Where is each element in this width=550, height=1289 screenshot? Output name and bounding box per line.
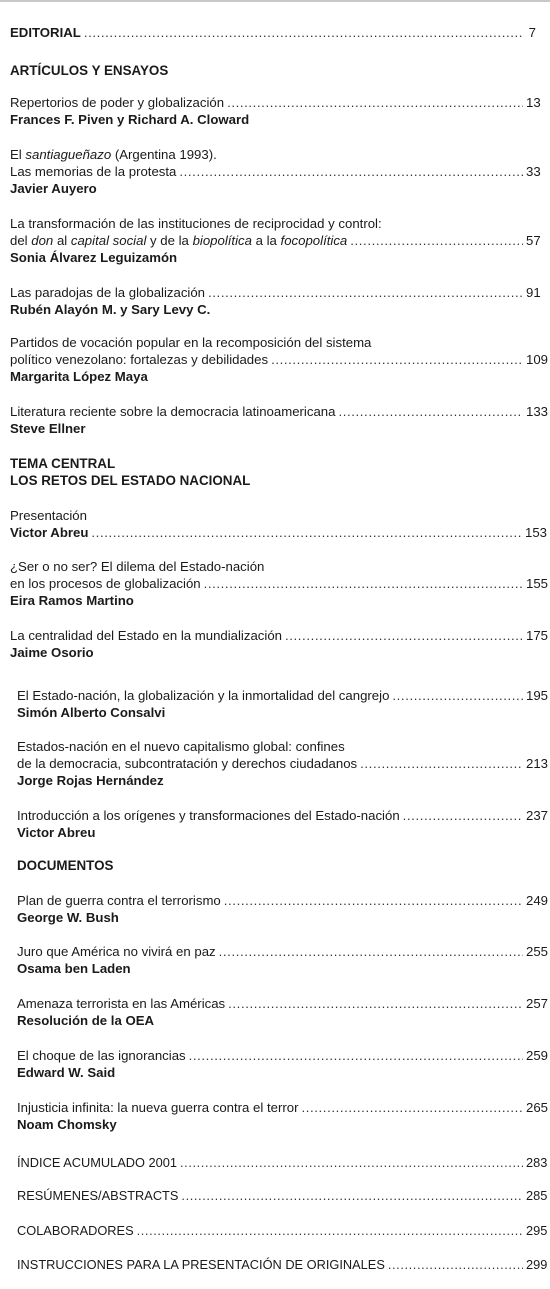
entry-title: ÍNDICE ACUMULADO 2001 (17, 1155, 178, 1170)
entry-author: Jorge Rojas Hernández (17, 773, 164, 788)
entry-title: COLABORADORES (17, 1223, 134, 1238)
toc-entry-editorial[interactable] (10, 24, 536, 41)
entry-title-line: Partidos de vocación popular en la recomposición del sistema (10, 335, 372, 350)
page-number: 153 (525, 525, 548, 540)
page-number: 299 (526, 1257, 548, 1272)
page-number: 155 (526, 576, 549, 591)
section-heading-line: TEMA CENTRAL (10, 456, 116, 471)
entry-title: Injusticia infinita: la nueva guerra contra el terror (17, 1100, 299, 1115)
entry-title: político venezolano: fortalezas y debilidades (10, 352, 269, 367)
toc-entry-back-matter[interactable] (17, 1154, 548, 1171)
page-number: 13 (526, 95, 541, 110)
toc-entry[interactable] (10, 627, 549, 661)
entry-author: Javier Auyero (10, 181, 97, 196)
toc-entry[interactable] (10, 146, 541, 197)
toc-entry[interactable] (10, 403, 549, 437)
dot-leader (180, 1154, 523, 1171)
dot-leader (228, 995, 523, 1012)
toc-entry[interactable] (17, 995, 549, 1029)
entry-title-part: El (10, 147, 26, 162)
toc-entry[interactable] (10, 507, 548, 541)
toc-entry[interactable] (17, 738, 549, 789)
toc-entry[interactable] (17, 943, 549, 977)
dot-leader (208, 284, 523, 301)
page-number: 213 (526, 756, 549, 771)
entry-title: El choque de las ignorancias (17, 1048, 186, 1063)
entry-author: Simón Alberto Consalvi (17, 705, 166, 720)
entry-title: de la democracia, subcontratación y derechos ciudadanos (17, 756, 358, 771)
entry-author: Margarita López Maya (10, 369, 148, 384)
page-number: 33 (526, 164, 541, 179)
page-number: 255 (526, 944, 549, 959)
toc-entry[interactable] (17, 892, 549, 926)
entry-title-line: Presentación (10, 508, 87, 523)
entry-author: Steve Ellner (10, 421, 86, 436)
dot-leader (179, 163, 523, 180)
section-heading-line: LOS RETOS DEL ESTADO NACIONAL (10, 473, 251, 488)
entry-title-part: (Argentina 1993). (111, 147, 217, 162)
toc-entry-back-matter[interactable] (17, 1187, 548, 1204)
dot-leader (219, 943, 523, 960)
entry-author: Osama ben Laden (17, 961, 131, 976)
page-number: 175 (526, 628, 549, 643)
dot-leader (224, 892, 523, 909)
dot-leader (392, 687, 523, 704)
page-number: 57 (526, 233, 541, 248)
entry-title-italic: santiagueñazo (25, 147, 112, 162)
entry-title: Introducción a los orígenes y transformaciones del Estado-nación (17, 808, 400, 823)
entry-author: George W. Bush (17, 910, 119, 925)
entry-author: Victor Abreu (17, 825, 96, 840)
page-number: 259 (526, 1048, 549, 1063)
entry-author: Frances F. Piven y Richard A. Cloward (10, 112, 250, 127)
entry-title: Las paradojas de la globalización (10, 285, 206, 300)
dot-leader (84, 24, 523, 41)
page-number: 109 (526, 352, 549, 367)
page-number: 283 (526, 1155, 548, 1170)
toc-entry[interactable] (17, 807, 549, 841)
dot-leader (181, 1187, 523, 1204)
dot-leader (189, 1047, 523, 1064)
dot-leader (271, 351, 523, 368)
toc-entry[interactable] (10, 558, 549, 609)
dot-leader (403, 807, 523, 824)
entry-title-line: La transformación de las instituciones de reciprocidad y control: (10, 216, 382, 231)
entry-title: del don al capital social y de la biopolítica a la focopolítica (10, 233, 348, 248)
page-number: 257 (526, 996, 549, 1011)
entry-title: RESÚMENES/ABSTRACTS (17, 1188, 179, 1203)
page-number: 249 (526, 893, 549, 908)
page-number: 295 (526, 1223, 548, 1238)
entry-title: Literatura reciente sobre la democracia latinoamericana (10, 404, 336, 419)
entry-author: Eira Ramos Martino (10, 593, 134, 608)
entry-title: El Estado-nación, la globalización y la inmortalidad del cangrejo (17, 688, 390, 703)
entry-title-line: ¿Ser o no ser? El dilema del Estado-nación (10, 559, 265, 574)
entry-title: Plan de guerra contra el terrorismo (17, 893, 221, 908)
entry-title: Las memorias de la protesta (10, 164, 177, 179)
entry-author: Rubén Alayón M. y Sary Levy C. (10, 302, 211, 317)
section-heading-documentos: DOCUMENTOS (17, 858, 114, 873)
dot-leader (301, 1099, 523, 1116)
page-number: 285 (526, 1188, 548, 1203)
dot-leader (227, 94, 523, 111)
dot-leader (91, 524, 522, 541)
dot-leader (338, 403, 523, 420)
page-number: 7 (528, 25, 536, 40)
entry-author: Noam Chomsky (17, 1117, 117, 1132)
entry-title: Amenaza terrorista en las Américas (17, 996, 226, 1011)
entry-author: Sonia Álvarez Leguizamón (10, 250, 178, 265)
entry-author: Victor Abreu (10, 525, 89, 540)
page-number: 133 (526, 404, 549, 419)
entry-title-line: Estados-nación en el nuevo capitalismo global: confines (17, 739, 345, 754)
dot-leader (360, 755, 523, 772)
entry-title: EDITORIAL (10, 25, 81, 40)
toc-entry[interactable] (10, 334, 549, 385)
toc-entry[interactable] (17, 1047, 549, 1081)
toc-entry[interactable] (10, 94, 541, 128)
entry-author: Jaime Osorio (10, 645, 94, 660)
entry-title: Repertorios de poder y globalización (10, 95, 225, 110)
entry-title: Juro que América no vivirá en paz (17, 944, 216, 959)
entry-title: en los procesos de globalización (10, 576, 201, 591)
top-rule (0, 0, 550, 2)
entry-author: Edward W. Said (17, 1065, 116, 1080)
toc-entry[interactable] (10, 284, 541, 318)
page-number: 265 (526, 1100, 549, 1115)
dot-leader (388, 1256, 523, 1273)
toc-entry[interactable] (10, 215, 541, 266)
dot-leader (350, 232, 523, 249)
dot-leader (204, 575, 523, 592)
entry-title: INSTRUCCIONES PARA LA PRESENTACIÓN DE ORIGINALES (17, 1257, 385, 1272)
page-number: 195 (526, 688, 549, 703)
toc-entry-back-matter[interactable] (17, 1256, 548, 1273)
entry-title: La centralidad del Estado en la mundialización (10, 628, 282, 643)
toc-entry-back-matter[interactable] (17, 1222, 548, 1239)
toc-entry[interactable] (17, 1099, 549, 1133)
page-number: 91 (526, 285, 541, 300)
toc-entry[interactable] (17, 687, 549, 721)
page-number: 237 (526, 808, 549, 823)
entry-author: Resolución de la OEA (17, 1013, 155, 1028)
dot-leader (285, 627, 523, 644)
section-heading-articulos: ARTÍCULOS Y ENSAYOS (10, 63, 169, 78)
dot-leader (137, 1222, 523, 1239)
section-heading-tema-central (10, 455, 250, 489)
